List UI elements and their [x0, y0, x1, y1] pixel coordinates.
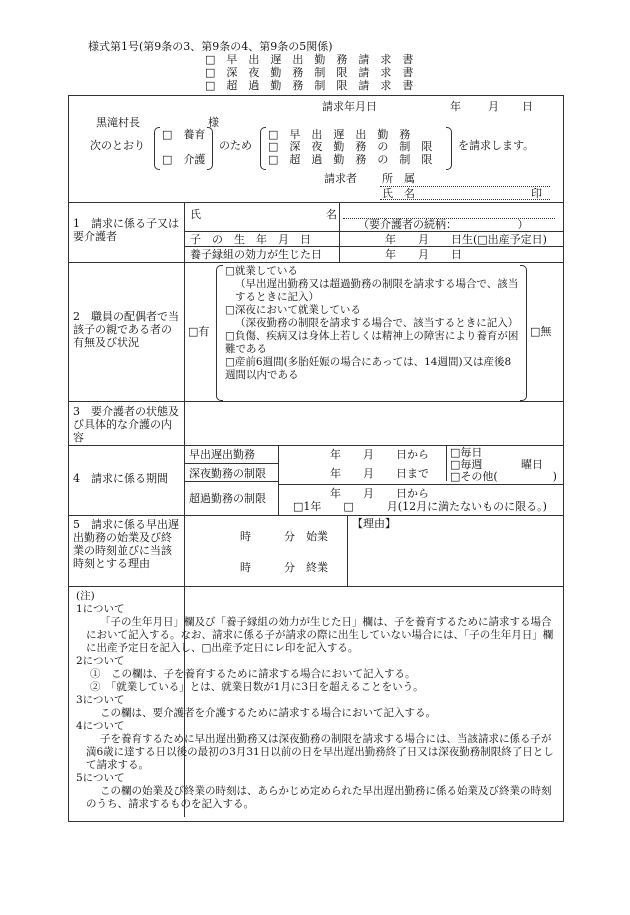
spouse-yes-checkbox[interactable]: □有: [188, 325, 210, 338]
divider: [347, 515, 348, 586]
period-early-late-label: 早出遅出勤務: [189, 448, 255, 461]
closing-text: を請求します。: [458, 139, 535, 152]
note-3-heading: 3について: [76, 694, 125, 706]
section5-label: 5 請求に係る早出遅出勤務の始業及び終業の時刻並びに当該時刻とする理由: [73, 518, 179, 570]
overtime-period-options[interactable]: □1年 □ 月(12月に満たないものに限る。): [293, 500, 547, 513]
affiliation-label: 所 属: [382, 172, 415, 185]
start-time-field[interactable]: 時 分 始業: [240, 530, 328, 543]
divider: [68, 515, 563, 516]
freq-weekly-checkbox[interactable]: □毎週: [450, 458, 483, 471]
overtime-start-date-field[interactable]: 年 月 日から: [330, 487, 429, 500]
note-2-heading: 2について: [76, 655, 125, 667]
type-overtime-limit-checkbox[interactable]: □ 超 過 勤 務 の 制 限: [268, 153, 433, 166]
requester-name-field[interactable]: [380, 199, 550, 200]
note-3-text: この欄は、要介護者を介護するために請求する場合において記入する。: [100, 707, 436, 719]
relation-field[interactable]: （要介護者の続柄： ）: [358, 218, 529, 231]
note-2-item-2: ② 「就業している」とは、就業日数が1月に3日を超えることをいう。: [90, 681, 424, 693]
employed-note: （早出遅出勤務又は超過勤務の制限を請求する場合で、該当するときに記入）: [235, 278, 519, 303]
divider: [68, 586, 563, 587]
end-time-field[interactable]: 時 分 終業: [240, 561, 328, 574]
divider: [68, 445, 563, 446]
note-4-text: 子を養育するために早出遅出勤務又は深夜勤務の制限を請求する場合には、当該請求に係る子が満6歳に達する日以後の最初の3月31日以前の日を早出遅出勤務終了日又は深夜勤務制限終了日として請求する。: [86, 733, 554, 771]
period-start-date-field[interactable]: 年 月 日から: [330, 448, 429, 461]
divider: [339, 202, 340, 262]
request-date-label: 請求年月日: [322, 100, 377, 113]
divider: [68, 202, 563, 203]
adoption-date-field[interactable]: 年 月 日: [385, 248, 462, 261]
note-4-heading: 4について: [76, 720, 125, 732]
requester-label: 請求者: [324, 172, 357, 185]
reason-label: 【理由】: [352, 517, 396, 530]
injury-illness-checkbox[interactable]: □負傷、疾病又は身体上若しくは精神上の障害により養育が困難である: [225, 330, 519, 355]
spouse-bracket-right: [520, 265, 527, 401]
type-bracket-right: [446, 127, 452, 170]
divider: [184, 463, 278, 464]
period-night-limit-label: 深夜勤務の制限: [189, 467, 266, 480]
note-5-heading: 5について: [76, 772, 125, 784]
title-early-late: □ 早 出 遅 出 勤 務 請 求 書: [205, 53, 414, 66]
spouse-bracket-left: [216, 265, 223, 401]
reason-field[interactable]: [352, 532, 557, 582]
night-employed-note: （深夜勤務の制限を請求する場合で、該当するときに記入）: [235, 317, 519, 329]
request-day: 日: [522, 100, 533, 113]
purpose-bracket-right: [207, 127, 213, 170]
period-end-date-field[interactable]: 年 月 日まで: [330, 467, 429, 480]
title-overtime-limit: □ 超 過 勤 務 制 限 請 求 書: [205, 79, 414, 92]
employed-checkbox[interactable]: □就業している: [225, 265, 298, 277]
type-night-limit-checkbox[interactable]: □ 深 夜 勤 務 の 制 限: [268, 140, 433, 153]
title-night-limit: □ 深 夜 勤 務 制 限 請 求 書: [205, 66, 414, 79]
type-bracket-left: [260, 127, 266, 170]
adoption-label: 養子縁組の効力が生じた日: [190, 248, 322, 261]
request-year: 年: [450, 100, 461, 113]
purpose-raising-checkbox[interactable]: □ 養育: [162, 128, 206, 141]
note-1-text: 「子の生年月日」欄及び「養子縁組の効力が生じた日」欄は、子を養育するために請求する場合において記入する。なお、請求に係る子が請求の際に出生していない場合には、「子の生年月日」欄に出産予定日を記入し、□出産予定日にレ印を記入する。: [86, 616, 554, 654]
divider: [184, 246, 563, 247]
section2-label: 2 職員の配偶者で当該子の親である者の有無及び状況: [73, 310, 179, 349]
type-early-late-checkbox[interactable]: □ 早 出 遅 出 勤 務: [268, 128, 411, 141]
weekday-label: 曜日: [521, 458, 543, 471]
note-1-heading: 1について: [76, 603, 125, 615]
request-month: 月: [488, 100, 499, 113]
form-number: 様式第1号(第9条の3、第9条の4、第9条の5関係): [88, 40, 333, 53]
divider: [278, 445, 279, 515]
divider: [446, 445, 447, 481]
prenatal-postnatal-checkbox[interactable]: □産前6週間(多胎妊娠の場合にあっては、14週間)又は産後8週間以内である: [225, 356, 512, 381]
section3-label: 3 要介護者の状態及び具体的な介護の内容: [73, 405, 179, 444]
freq-other-checkbox[interactable]: □その他( ): [450, 470, 557, 483]
addressee: 黒滝村長: [96, 116, 140, 129]
birth-date-field[interactable]: 年 月 日生(□出産予定日): [385, 233, 547, 246]
birth-label: 子 の 生 年 月 日: [190, 233, 311, 246]
purpose-bracket-left: [154, 127, 160, 170]
note-5-text: この欄の始業及び終業の時刻は、あらかじめ定められた早出遅出勤務に係る始業及び終業の時刻のうち、請求するものを記入する。: [86, 785, 552, 810]
night-employed-checkbox[interactable]: □深夜において就業している: [225, 304, 361, 316]
name-left: 氏: [190, 208, 201, 221]
freq-daily-checkbox[interactable]: □毎日: [450, 446, 483, 459]
section1-label: 1 請求に係る子又は要介護者: [73, 217, 179, 243]
intro-text: 次のとおり: [90, 139, 145, 152]
spouse-no-checkbox[interactable]: □無: [530, 325, 552, 338]
period-overtime-label: 超過勤務の制限: [189, 492, 266, 505]
divider: [68, 401, 563, 402]
name-right: 名: [326, 208, 337, 221]
note-2-item-1: ① この欄は、子を養育するために請求する場合において記入する。: [90, 668, 416, 680]
notes-heading: (注): [76, 590, 95, 602]
name-label: 氏 名: [382, 187, 415, 200]
divider: [184, 231, 563, 232]
seal-mark: 印: [531, 187, 542, 200]
section4-label: 4 請求に係る期間: [73, 472, 168, 485]
spouse-status-list: [225, 265, 521, 382]
addressee-honorific: 様: [208, 116, 219, 129]
purpose-care-checkbox[interactable]: □ 介護: [162, 153, 206, 166]
label-column-line: [184, 202, 185, 817]
divider: [68, 262, 563, 263]
care-details-field[interactable]: [190, 405, 558, 441]
for-label: のため: [219, 139, 252, 152]
divider: [184, 481, 278, 482]
divider: [278, 484, 563, 485]
